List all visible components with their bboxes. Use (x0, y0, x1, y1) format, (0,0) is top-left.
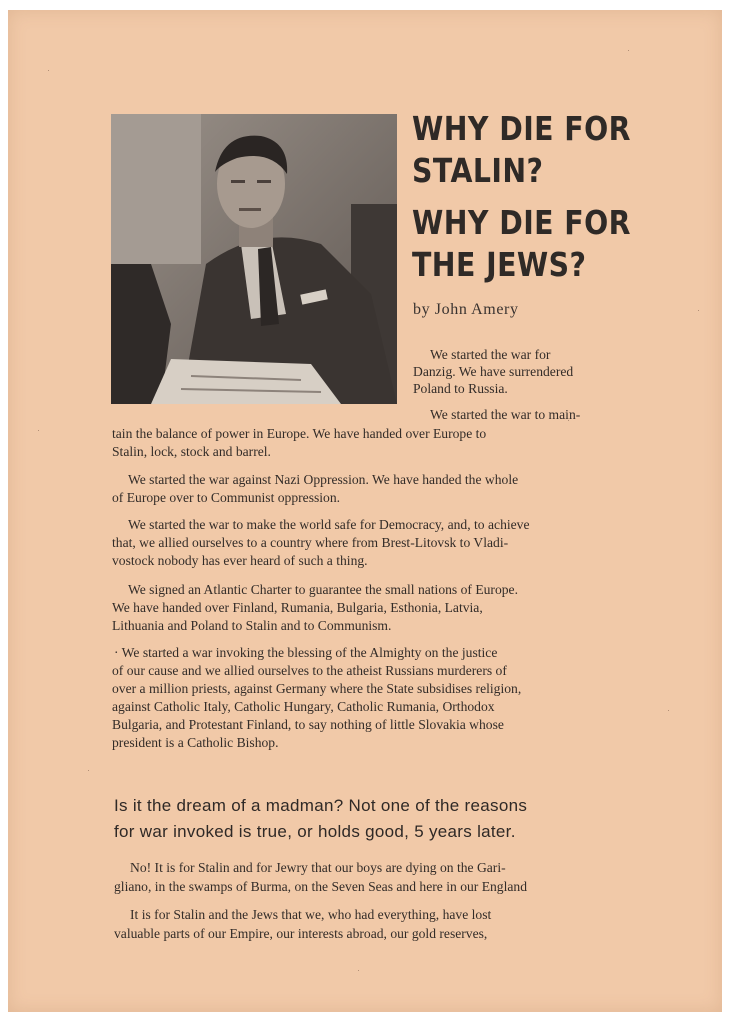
paragraph-2-line-1: We started the war to main- (430, 407, 581, 422)
highlight-line-2: for war invoked is true, or holds good, 5 years later. (114, 822, 516, 841)
closing-2-line-2: valuable parts of our Empire, our interests abroad, our gold reserves, (114, 926, 488, 941)
paragraph-1-line-2: Danzig. We have surrendered (413, 364, 574, 379)
portrait-photo (111, 114, 397, 404)
headline (412, 108, 631, 286)
paragraph-4-line-3: vostock nobody has ever heard of such a thing. (112, 553, 368, 568)
paragraph-2-line-3: Stalin, lock, stock and barrel. (112, 444, 271, 459)
paragraph-1-line-1: We started the war for (430, 347, 551, 362)
paragraph-6-line-1: · We started a war invoking the blessing of the Almighty on the justice (114, 645, 498, 660)
paragraph-6-line-5: Bulgaria, and Protestant Finland, to say nothing of little Slovakia whose (112, 717, 504, 732)
leaflet-page (8, 10, 722, 1012)
byline: by John Amery (413, 301, 519, 318)
paragraph-3-line-1: We started the war against Nazi Oppression. We have handed the whole (128, 472, 519, 487)
paragraph-4-line-2: that, we allied ourselves to a country where from Brest-Litovsk to Vladi- (112, 535, 509, 550)
paragraph-5-line-1: We signed an Atlantic Charter to guarantee the small nations of Europe. (128, 582, 518, 597)
headline-line-3: WHY DIE FOR (412, 203, 631, 242)
paragraph-6-line-3: over a million priests, against Germany where the State subsidises religion, (112, 681, 522, 696)
portrait-illustration (111, 114, 397, 404)
headline-line-2: STALIN? (412, 151, 544, 190)
headline-line-1: WHY DIE FOR (412, 109, 631, 148)
paragraph-1-line-3: Poland to Russia. (413, 381, 508, 396)
highlight-line-1: Is it the dream of a madman? Not one of the reasons (114, 796, 528, 815)
paragraph-4-line-1: We started the war to make the world safe for Democracy, and, to achieve (128, 517, 530, 532)
headline-line-4: THE JEWS? (412, 245, 587, 284)
paragraph-6-line-2: of our cause and we allied ourselves to the atheist Russians murderers of (112, 663, 507, 678)
closing-1-line-1: No! It is for Stalin and for Jewry that our boys are dying on the Gari- (130, 860, 506, 875)
paragraph-6-line-6: president is a Catholic Bishop. (112, 735, 279, 750)
closing-1-line-2: gliano, in the swamps of Burma, on the Seven Seas and here in our England (114, 879, 528, 894)
paragraph-6-line-4: against Catholic Italy, Catholic Hungary, Catholic Rumania, Orthodox (112, 699, 495, 714)
closing-2-line-1: It is for Stalin and the Jews that we, who had everything, have lost (130, 907, 492, 922)
paragraph-2-line-2: tain the balance of power in Europe. We have handed over Europe to (112, 426, 487, 441)
paragraph-5-line-2: We have handed over Finland, Rumania, Bulgaria, Esthonia, Latvia, (112, 600, 483, 615)
paragraph-3-line-2: of Europe over to Communist oppression. (112, 490, 341, 505)
paragraph-5-line-3: Lithuania and Poland to Stalin and to Communism. (112, 618, 392, 633)
